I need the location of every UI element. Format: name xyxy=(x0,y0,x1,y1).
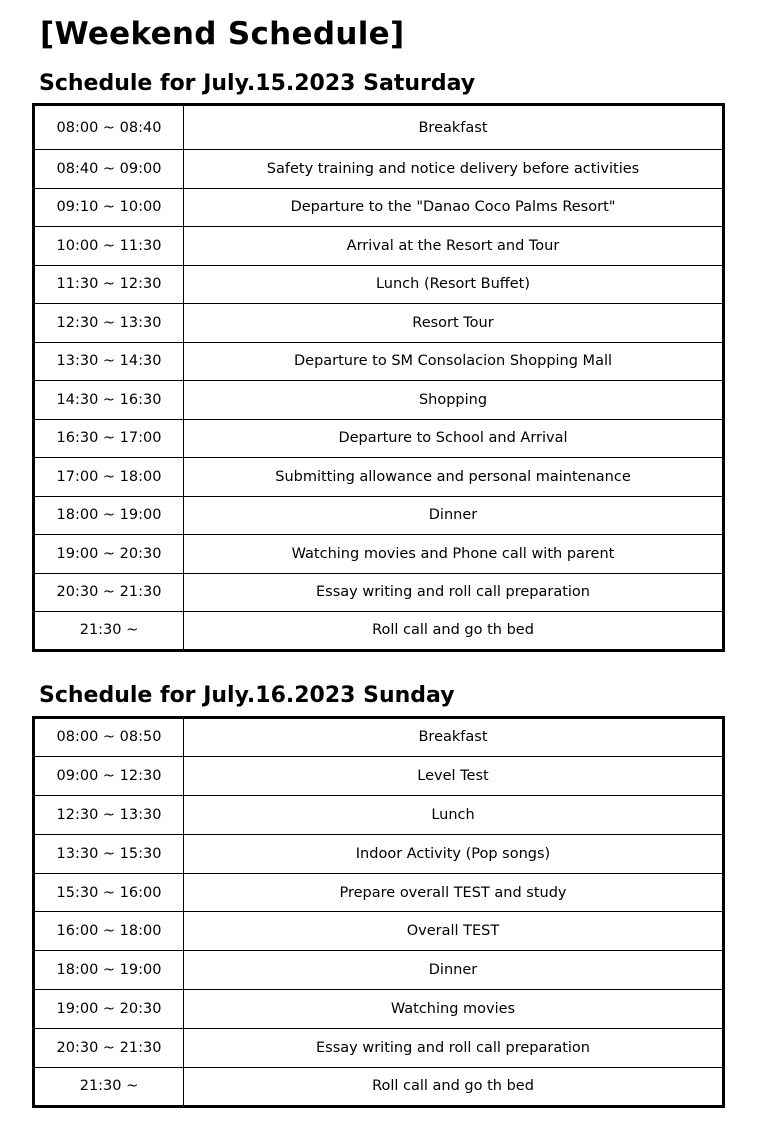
time-cell: 08:40 ~ 09:00 xyxy=(34,150,184,189)
time-cell: 09:10 ~ 10:00 xyxy=(34,188,184,227)
saturday-section-title: Schedule for July.15.2023 Saturday xyxy=(39,71,476,96)
activity-cell: Prepare overall TEST and study xyxy=(184,873,724,912)
table-row xyxy=(34,873,724,912)
time-cell: 20:30 ~ 21:30 xyxy=(34,573,184,612)
time-cell: 13:30 ~ 15:30 xyxy=(34,834,184,873)
sunday-section-title: Schedule for July.16.2023 Sunday xyxy=(39,683,455,708)
table-row xyxy=(34,795,724,834)
sunday-schedule-table xyxy=(32,716,725,1108)
time-cell: 21:30 ~ xyxy=(34,612,184,651)
activity-cell: Dinner xyxy=(184,951,724,990)
table-row xyxy=(34,105,724,150)
table-row xyxy=(34,834,724,873)
activity-cell: Watching movies and Phone call with parent xyxy=(184,535,724,574)
activity-cell: Level Test xyxy=(184,756,724,795)
time-cell: 18:00 ~ 19:00 xyxy=(34,951,184,990)
table-row xyxy=(34,265,724,304)
table-row xyxy=(34,381,724,420)
table-row xyxy=(34,304,724,343)
activity-cell: Essay writing and roll call preparation xyxy=(184,1029,724,1068)
table-row xyxy=(34,1068,724,1107)
time-cell: 19:00 ~ 20:30 xyxy=(34,990,184,1029)
table-row xyxy=(34,718,724,757)
table-row xyxy=(34,150,724,189)
table-row xyxy=(34,458,724,497)
activity-cell: Arrival at the Resort and Tour xyxy=(184,227,724,266)
activity-cell: Departure to SM Consolacion Shopping Mall xyxy=(184,342,724,381)
page-title: [Weekend Schedule] xyxy=(40,16,405,52)
activity-cell: Dinner xyxy=(184,496,724,535)
activity-cell: Breakfast xyxy=(184,718,724,757)
table-row xyxy=(34,535,724,574)
time-cell: 21:30 ~ xyxy=(34,1068,184,1107)
activity-cell: Lunch xyxy=(184,795,724,834)
time-cell: 16:30 ~ 17:00 xyxy=(34,419,184,458)
time-cell: 10:00 ~ 11:30 xyxy=(34,227,184,266)
time-cell: 16:00 ~ 18:00 xyxy=(34,912,184,951)
time-cell: 14:30 ~ 16:30 xyxy=(34,381,184,420)
table-row xyxy=(34,342,724,381)
table-row xyxy=(34,188,724,227)
activity-cell: Shopping xyxy=(184,381,724,420)
time-cell: 11:30 ~ 12:30 xyxy=(34,265,184,304)
time-cell: 08:00 ~ 08:40 xyxy=(34,105,184,150)
activity-cell: Submitting allowance and personal maintenance xyxy=(184,458,724,497)
time-cell: 19:00 ~ 20:30 xyxy=(34,535,184,574)
time-cell: 12:30 ~ 13:30 xyxy=(34,795,184,834)
time-cell: 18:00 ~ 19:00 xyxy=(34,496,184,535)
table-row xyxy=(34,612,724,651)
table-row xyxy=(34,912,724,951)
activity-cell: Watching movies xyxy=(184,990,724,1029)
time-cell: 20:30 ~ 21:30 xyxy=(34,1029,184,1068)
activity-cell: Departure to School and Arrival xyxy=(184,419,724,458)
activity-cell: Essay writing and roll call preparation xyxy=(184,573,724,612)
activity-cell: Roll call and go th bed xyxy=(184,1068,724,1107)
activity-cell: Lunch (Resort Buffet) xyxy=(184,265,724,304)
table-row xyxy=(34,1029,724,1068)
table-row xyxy=(34,990,724,1029)
activity-cell: Roll call and go th bed xyxy=(184,612,724,651)
time-cell: 15:30 ~ 16:00 xyxy=(34,873,184,912)
activity-cell: Departure to the "Danao Coco Palms Resort" xyxy=(184,188,724,227)
activity-cell: Indoor Activity (Pop songs) xyxy=(184,834,724,873)
time-cell: 13:30 ~ 14:30 xyxy=(34,342,184,381)
time-cell: 08:00 ~ 08:50 xyxy=(34,718,184,757)
table-row xyxy=(34,756,724,795)
table-row xyxy=(34,419,724,458)
saturday-schedule-table xyxy=(32,103,725,652)
activity-cell: Breakfast xyxy=(184,105,724,150)
time-cell: 17:00 ~ 18:00 xyxy=(34,458,184,497)
time-cell: 12:30 ~ 13:30 xyxy=(34,304,184,343)
time-cell: 09:00 ~ 12:30 xyxy=(34,756,184,795)
activity-cell: Safety training and notice delivery before activities xyxy=(184,150,724,189)
table-row xyxy=(34,227,724,266)
table-row xyxy=(34,573,724,612)
activity-cell: Overall TEST xyxy=(184,912,724,951)
table-row xyxy=(34,496,724,535)
activity-cell: Resort Tour xyxy=(184,304,724,343)
table-row xyxy=(34,951,724,990)
